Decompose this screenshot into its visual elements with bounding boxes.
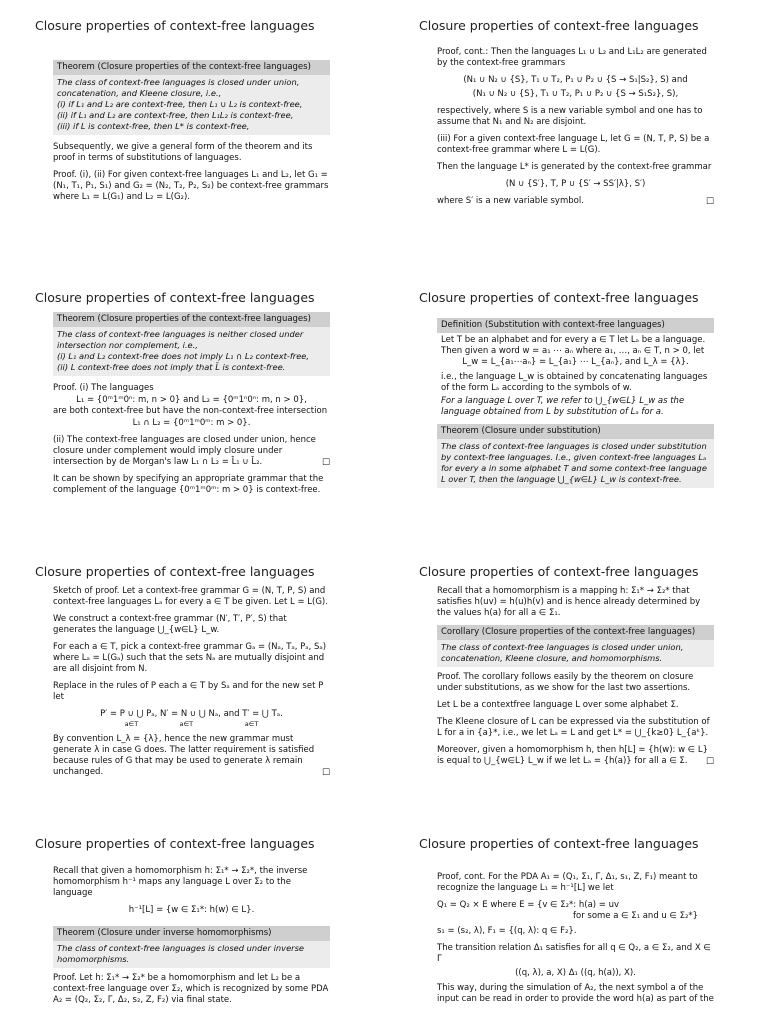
theorem-body: The class of context-free languages is closed under inverse homomorphisms. <box>53 941 330 968</box>
equation: L₁ ∩ L₂ = {0ᵐ1ᵐ0ᵐ: m > 0}. <box>132 418 251 428</box>
paragraph: Recall that a homomorphism is a mapping h: Σ₁* → Σ₂* that satisfies h(uv) = h(u)h(v) and is hence already determined by the values h(a) for all a ∈ Σ₁. <box>437 586 701 618</box>
slide-7 <box>0 818 384 1024</box>
paragraph-text: Moreover, given a homomorphism h, then h[L] = {h(w): w ∈ L} is equal to ⋃_{w∈L} L_w if we let Lₐ = {h(a)} for all a ∈ Σ. <box>437 745 709 766</box>
definition-line: L_w = L_{a₁⋯aₙ} = L_{a₁} ⋯ L_{aₙ}, and L_λ = {λ}. <box>462 357 689 367</box>
qed-mark: □ <box>705 756 714 766</box>
slide-title: Closure properties of context-free languages <box>35 564 315 579</box>
slide-title: Closure properties of context-free languages <box>419 836 699 851</box>
paragraph: Proof. (i) The languages <box>53 383 154 393</box>
slide-1 <box>0 0 384 270</box>
paragraph: Let L be a contextfree language L over some alphabet Σ. <box>437 700 679 710</box>
theorem-heading: Theorem (Closure under inverse homomorphisms) <box>53 926 330 941</box>
equation: h⁻¹[L] = {w ∈ Σ₁*: h(w) ∈ L}. <box>128 905 255 915</box>
theorem-box <box>53 60 330 135</box>
equation: Q₁ = Q₂ × E where E = {v ∈ Σ₂*: h(a) = uv <box>437 900 620 910</box>
paragraph <box>53 435 330 468</box>
paragraph: The Kleene closure of L can be expressed via the substitution of L for a in {a}*, i.e., we let Lₐ = L and get L* = ⋃_{k≥0} L_{aᵏ}. <box>437 717 710 738</box>
paragraph: Sketch of proof. Let a context-free grammar G = (N, T, P, S) and context-free languages Lₐ for every a ∈ T be given. Let L = L(G). <box>53 586 328 607</box>
qed-mark: □ <box>321 767 330 777</box>
corollary-body: The class of context-free languages is closed under union, concatenation, Kleene closure, and homomorphisms. <box>437 640 714 667</box>
paragraph: Subsequently, we give a general form of the theorem and its proof in terms of substitutions of languages. <box>53 142 313 163</box>
theorem-body: The class of context-free languages is closed under substitution by context-free languages. I.e., given context-free languages Lₐ for every a in some alphabet T and some context-free language L over T, then the language ⋃_{w∈L} L_w is context-free. <box>437 439 714 488</box>
paragraph: are both context-free but have the non-context-free intersection <box>53 406 328 416</box>
paragraph: Proof. The corollary follows easily by the theorem on closure under substitutions, as we show for the last two assertions. <box>437 672 694 693</box>
paragraph: This way, during the simulation of A₂, the next symbol a of the input can be read in order to provide the word h(a) as part of the <box>437 983 714 1004</box>
paragraph: For each a ∈ T, pick a context-free grammar Gₐ = (Nₐ, Tₐ, Pₐ, Sₐ) where Lₐ = L(Gₐ) such that the sets Nₐ are mutually disjoint and are all disjoint from N. <box>53 642 327 674</box>
paragraph: Replace in the rules of P each a ∈ T by Sₐ and for the new set P let <box>53 681 324 702</box>
definition-line: Let T be an alphabet and for every a ∈ T let Lₐ be a language. <box>441 335 706 345</box>
paragraph <box>437 745 714 767</box>
theorem-line: (i) if L₁ and L₂ are context-free, then L₁ ∪ L₂ is context-free, <box>57 99 303 109</box>
equation: for some a ∈ Σ₁ and u ∈ Σ₂*} <box>573 911 699 921</box>
slide-content <box>437 47 714 213</box>
theorem-heading: Theorem (Closure properties of the context-free languages) <box>53 312 330 327</box>
paragraph-text: By convention L_λ = {λ}, hence the new grammar must generate λ in case G does. The latter requirement is satisfied because rules of G that may be used to generate λ remain unchanged. <box>53 734 315 777</box>
definition-heading: Definition (Substitution with context-free languages) <box>437 318 714 333</box>
equation-subscripts: a∈T a∈T a∈T <box>124 720 259 728</box>
definition-body <box>437 333 714 370</box>
corollary-box <box>437 625 714 667</box>
slide-content <box>437 586 714 773</box>
slide-content <box>53 312 330 502</box>
theorem-box <box>53 312 330 376</box>
corollary-heading: Corollary (Closure properties of the context-free languages) <box>437 625 714 640</box>
qed-mark: □ <box>705 196 714 206</box>
paragraph-text: where S′ is a new variable symbol. <box>437 196 584 206</box>
equation: (N ∪ {S′}, T, P ∪ {S′ → SS′|λ}, S′) <box>505 179 646 189</box>
paragraph: Proof, cont.: Then the languages L₁ ∪ L₂ and L₁L₂ are generated by the context-free grammars <box>437 47 707 68</box>
theorem-line: (ii) L context-free does not imply that L̄ is context-free. <box>57 362 286 372</box>
slide-content <box>53 866 330 1012</box>
slide-content <box>53 586 330 784</box>
slide-title: Closure properties of context-free languages <box>35 18 315 33</box>
paragraph: Proof, cont. For the PDA A₁ = (Q₁, Σ₁, Γ, Δ₁, s₁, Z, F₁) meant to recognize the language L₁ = h⁻¹[L] we let <box>437 872 698 893</box>
equation: s₁ = (s₂, λ), F₁ = {(q, λ): q ∈ F₂}. <box>437 926 577 936</box>
theorem-heading: Theorem (Closure under substitution) <box>437 424 714 439</box>
slide-title: Closure properties of context-free languages <box>35 290 315 305</box>
theorem-body <box>53 327 330 376</box>
slide-4 <box>384 272 768 542</box>
theorem-line: (ii) if L₁ and L₂ are context-free, then L₁L₂ is context-free, <box>57 110 294 120</box>
theorem-line: (i) L₁ and L₂ context-free does not imply L₁ ∩ L₂ context-free, <box>57 351 310 361</box>
theorem-box <box>53 926 330 968</box>
slide-content <box>53 60 330 209</box>
theorem-line: (iii) if L is context-free, then L* is context-free, <box>57 121 250 131</box>
theorem-line: concatenation, and Kleene closure, i.e., <box>57 88 222 98</box>
qed-mark: □ <box>321 457 330 467</box>
paragraph: The transition relation Δ₁ satisfies for all q ∈ Q₂, a ∈ Σ₂, and X ∈ Γ <box>437 943 711 964</box>
equation: ((q, λ), a, X) Δ₁ ((q, h(a)), X). <box>515 968 636 978</box>
definition-box <box>437 318 714 370</box>
paragraph-text: (ii) The context-free languages are closed under union, hence closure under complement would imply closure under intersection by de Morgan's law L₁ ∩ L₂ = L̄₁ ∪ L̄₂. <box>53 435 316 467</box>
theorem-heading: Theorem (Closure properties of the context-free languages) <box>53 60 330 75</box>
theorem-body <box>53 75 330 135</box>
slide-content <box>437 872 714 1011</box>
slide-3 <box>0 272 384 542</box>
slide-6 <box>384 546 768 816</box>
paragraph: We construct a context-free grammar (N′, T′, P′, S) that generates the language ⋃_{w∈L} L_w. <box>53 614 287 635</box>
paragraph: For a language L over T, we refer to ⋃_{w∈L} L_w as the language obtained from L by substitution of Lₐ for a. <box>441 396 685 417</box>
equation: (N₁ ∪ N₂ ∪ {S}, T₁ ∪ T₂, P₁ ∪ P₂ ∪ {S → S₁|S₂}, S) and <box>463 75 688 85</box>
theorem-line: intersection nor complement, i.e., <box>57 340 198 350</box>
paragraph: (iii) For a given context-free language L, let G = (N, T, P, S) be a context-free grammar where L = L(G). <box>437 134 710 155</box>
slide-content <box>437 318 714 495</box>
paragraph: i.e., the language L_w is obtained by concatenating languages of the form Lₐ according to the symbols of w. <box>441 372 708 393</box>
paragraph: Proof. Let h: Σ₁* → Σ₂* be a homomorphism and let L₂ be a context-free language over Σ₂, which is recognized by some PDA A₂ = (Q₂, Σ₂, Γ, Δ₂, s₂, Z, F₂) via final state. <box>53 973 329 1005</box>
theorem-line: The class of context-free languages is closed under union, <box>57 77 300 87</box>
slide-8 <box>384 818 768 1024</box>
definition-line: Then given a word w = a₁ ⋯ aₙ where a₁, …, aₙ ∈ T, n > 0, let <box>441 346 705 356</box>
equation: P′ = P ∪ ⋃ Pₐ, N′ = N ∪ ⋃ Nₐ, and T′ = ⋃ Tₐ. <box>100 709 283 719</box>
equation: (N₁ ∪ N₂ ∪ {S}, T₁ ∪ T₂, P₁ ∪ P₂ ∪ {S → S₁S₂}, S), <box>472 89 679 99</box>
equation: L₁ = {0ᵐ1ᵐ0ⁿ: m, n > 0} and L₂ = {0ᵐ1ⁿ0ⁿ: m, n > 0}, <box>76 395 307 405</box>
paragraph: It can be shown by specifying an appropriate grammar that the complement of the language {0ᵐ1ᵐ0ᵐ: m > 0} is context-free. <box>53 474 324 495</box>
paragraph <box>53 734 330 778</box>
theorem-box <box>437 424 714 488</box>
slide-title: Closure properties of context-free languages <box>35 836 315 851</box>
slide-5 <box>0 546 384 816</box>
paragraph <box>437 196 714 207</box>
paragraph: Proof. (i), (ii) For given context-free languages L₁ and L₂, let G₁ = (N₁, T₁, P₁, S₁) and G₂ = (N₂, T₂, P₂, S₂) be context-free grammars where L₁ = L(G₁) and L₂ = L(G₂). <box>53 170 329 202</box>
paragraph: Recall that given a homomorphism h: Σ₁* → Σ₂*, the inverse homomorphism h⁻¹ maps any language L over Σ₂ to the language <box>53 866 308 898</box>
slide-title: Closure properties of context-free languages <box>419 290 699 305</box>
slide-title: Closure properties of context-free languages <box>419 564 699 579</box>
theorem-line: The class of context-free languages is neither closed under <box>57 329 304 339</box>
slide-2 <box>384 0 768 270</box>
paragraph: Then the language L* is generated by the context-free grammar <box>437 162 712 172</box>
slide-title: Closure properties of context-free languages <box>419 18 699 33</box>
paragraph: respectively, where S is a new variable symbol and one has to assume that N₁ and N₂ are disjoint. <box>437 106 703 127</box>
